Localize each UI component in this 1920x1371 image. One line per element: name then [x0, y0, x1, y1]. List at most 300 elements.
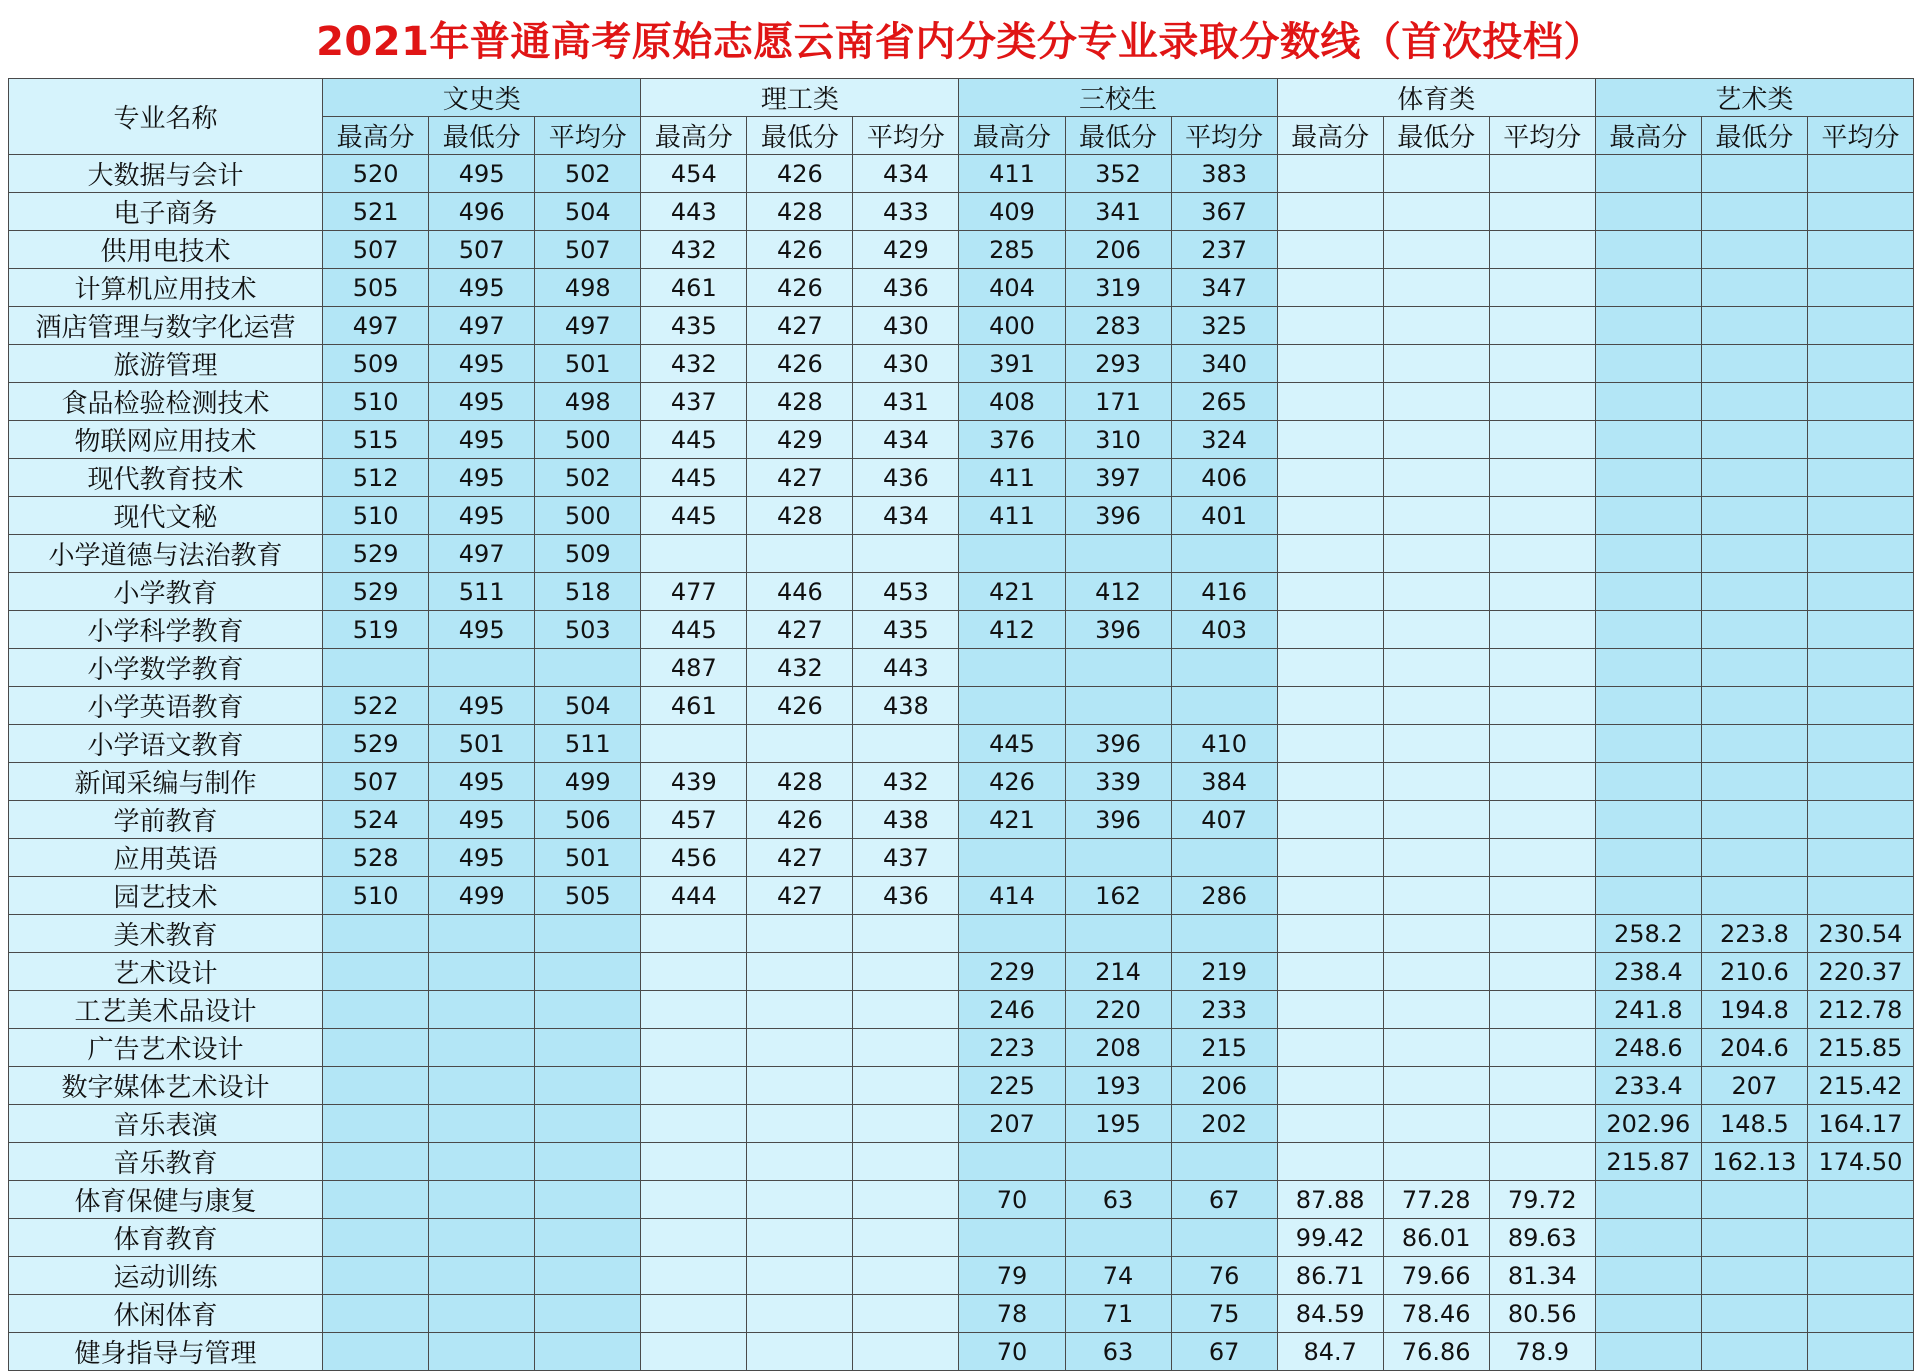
score-cell-tiyu-max [1277, 1029, 1383, 1067]
score-cell-ligong-avg: 437 [853, 839, 959, 877]
score-cell-wenshi-max [323, 1257, 429, 1295]
score-cell-sanxiaosheng-avg [1171, 1219, 1277, 1257]
table-row [9, 383, 1914, 421]
score-cell-ligong-avg: 434 [853, 497, 959, 535]
score-cell-sanxiaosheng-min [1065, 1143, 1171, 1181]
score-cell-yishu-avg [1807, 497, 1913, 535]
score-cell-sanxiaosheng-max: 445 [959, 725, 1065, 763]
score-cell-yishu-max: 202.96 [1595, 1105, 1701, 1143]
score-cell-ligong-avg [853, 991, 959, 1029]
score-cell-sanxiaosheng-max [959, 1219, 1065, 1257]
score-cell-tiyu-avg [1489, 991, 1595, 1029]
score-cell-wenshi-avg: 502 [535, 155, 641, 193]
score-cell-wenshi-min: 496 [429, 193, 535, 231]
score-cell-sanxiaosheng-min: 396 [1065, 725, 1171, 763]
score-cell-tiyu-min [1383, 307, 1489, 345]
score-cell-ligong-min [747, 1067, 853, 1105]
score-cell-sanxiaosheng-min: 220 [1065, 991, 1171, 1029]
header-yishu-max: 最高分 [1595, 117, 1701, 155]
score-cell-tiyu-max [1277, 839, 1383, 877]
header-wenshi-min: 最低分 [429, 117, 535, 155]
score-cell-tiyu-avg: 81.34 [1489, 1257, 1595, 1295]
score-cell-wenshi-min: 495 [429, 687, 535, 725]
score-cell-ligong-avg: 432 [853, 763, 959, 801]
score-cell-tiyu-max [1277, 611, 1383, 649]
score-cell-sanxiaosheng-min: 396 [1065, 497, 1171, 535]
major-name-cell: 数字媒体艺术设计 [9, 1067, 323, 1105]
score-cell-wenshi-min: 499 [429, 877, 535, 915]
score-cell-tiyu-min [1383, 1029, 1489, 1067]
score-cell-yishu-min [1701, 839, 1807, 877]
score-cell-sanxiaosheng-min: 352 [1065, 155, 1171, 193]
score-cell-wenshi-min: 495 [429, 839, 535, 877]
score-cell-ligong-max [641, 1257, 747, 1295]
score-cell-tiyu-avg [1489, 497, 1595, 535]
score-cell-ligong-max [641, 915, 747, 953]
score-cell-ligong-avg: 430 [853, 307, 959, 345]
score-cell-wenshi-min: 497 [429, 535, 535, 573]
score-cell-wenshi-avg: 504 [535, 193, 641, 231]
score-cell-tiyu-avg [1489, 1067, 1595, 1105]
header-sanxiaosheng-max: 最高分 [959, 117, 1065, 155]
header-ligong-max: 最高分 [641, 117, 747, 155]
score-cell-sanxiaosheng-max [959, 1143, 1065, 1181]
major-name-cell: 艺术设计 [9, 953, 323, 991]
major-name-cell: 美术教育 [9, 915, 323, 953]
score-cell-yishu-avg [1807, 687, 1913, 725]
score-cell-yishu-avg [1807, 763, 1913, 801]
score-cell-wenshi-avg [535, 1105, 641, 1143]
score-cell-sanxiaosheng-min: 396 [1065, 801, 1171, 839]
score-cell-wenshi-max: 520 [323, 155, 429, 193]
score-cell-yishu-avg [1807, 839, 1913, 877]
score-cell-tiyu-max [1277, 991, 1383, 1029]
table-row [9, 193, 1914, 231]
score-cell-wenshi-avg: 505 [535, 877, 641, 915]
header-yishu-avg: 平均分 [1807, 117, 1913, 155]
score-cell-wenshi-max [323, 1105, 429, 1143]
score-cell-ligong-avg: 429 [853, 231, 959, 269]
score-cell-yishu-max [1595, 421, 1701, 459]
score-cell-tiyu-min [1383, 687, 1489, 725]
score-cell-sanxiaosheng-max: 404 [959, 269, 1065, 307]
major-name-cell: 音乐表演 [9, 1105, 323, 1143]
table-row [9, 1181, 1914, 1219]
score-cell-sanxiaosheng-min [1065, 839, 1171, 877]
score-cell-wenshi-min [429, 1181, 535, 1219]
score-cell-yishu-avg [1807, 877, 1913, 915]
major-name-cell: 小学语文教育 [9, 725, 323, 763]
score-cell-yishu-min [1701, 459, 1807, 497]
score-cell-sanxiaosheng-max: 376 [959, 421, 1065, 459]
score-cell-wenshi-avg [535, 991, 641, 1029]
score-cell-sanxiaosheng-avg: 219 [1171, 953, 1277, 991]
score-cell-sanxiaosheng-min [1065, 649, 1171, 687]
score-cell-ligong-avg: 436 [853, 269, 959, 307]
header-sanxiaosheng-min: 最低分 [1065, 117, 1171, 155]
table-row [9, 839, 1914, 877]
score-cell-ligong-avg [853, 915, 959, 953]
score-cell-ligong-max [641, 1105, 747, 1143]
major-name-cell: 广告艺术设计 [9, 1029, 323, 1067]
score-cell-ligong-avg: 430 [853, 345, 959, 383]
score-cell-sanxiaosheng-avg [1171, 649, 1277, 687]
score-cell-wenshi-min: 495 [429, 763, 535, 801]
score-cell-yishu-max [1595, 1333, 1701, 1371]
score-cell-tiyu-avg [1489, 1143, 1595, 1181]
table-row [9, 991, 1914, 1029]
table-row [9, 269, 1914, 307]
score-cell-yishu-avg [1807, 611, 1913, 649]
table-row [9, 155, 1914, 193]
score-cell-wenshi-avg [535, 1029, 641, 1067]
score-cell-sanxiaosheng-min: 193 [1065, 1067, 1171, 1105]
score-cell-yishu-avg [1807, 155, 1913, 193]
score-cell-wenshi-min [429, 915, 535, 953]
score-cell-wenshi-max: 528 [323, 839, 429, 877]
score-cell-yishu-avg [1807, 269, 1913, 307]
score-cell-wenshi-max: 522 [323, 687, 429, 725]
table-row [9, 1105, 1914, 1143]
score-cell-ligong-max [641, 535, 747, 573]
score-cell-yishu-avg: 212.78 [1807, 991, 1913, 1029]
score-cell-yishu-min [1701, 1333, 1807, 1371]
score-cell-wenshi-min [429, 1143, 535, 1181]
score-cell-wenshi-max: 529 [323, 573, 429, 611]
score-cell-yishu-min [1701, 421, 1807, 459]
score-cell-yishu-max [1595, 269, 1701, 307]
score-cell-yishu-max [1595, 649, 1701, 687]
score-cell-ligong-avg: 434 [853, 421, 959, 459]
score-cell-sanxiaosheng-min: 195 [1065, 1105, 1171, 1143]
header-group-wenshi: 文史类 [323, 79, 641, 117]
score-cell-wenshi-avg: 503 [535, 611, 641, 649]
score-cell-ligong-avg [853, 1143, 959, 1181]
score-cell-sanxiaosheng-max: 246 [959, 991, 1065, 1029]
header-tiyu-avg: 平均分 [1489, 117, 1595, 155]
score-cell-ligong-min [747, 991, 853, 1029]
major-name-cell: 酒店管理与数字化运营 [9, 307, 323, 345]
score-cell-sanxiaosheng-min [1065, 535, 1171, 573]
major-name-cell: 体育教育 [9, 1219, 323, 1257]
score-cell-ligong-max: 432 [641, 345, 747, 383]
header-group-ligong: 理工类 [641, 79, 959, 117]
score-cell-ligong-min [747, 1333, 853, 1371]
score-cell-yishu-avg [1807, 1219, 1913, 1257]
score-cell-yishu-max [1595, 459, 1701, 497]
score-cell-tiyu-avg [1489, 231, 1595, 269]
score-cell-yishu-min [1701, 535, 1807, 573]
header-tiyu-min: 最低分 [1383, 117, 1489, 155]
score-cell-ligong-avg: 438 [853, 801, 959, 839]
score-cell-ligong-max: 454 [641, 155, 747, 193]
score-cell-wenshi-avg: 511 [535, 725, 641, 763]
score-cell-wenshi-max [323, 1333, 429, 1371]
score-cell-wenshi-avg [535, 1067, 641, 1105]
major-name-cell: 大数据与会计 [9, 155, 323, 193]
score-cell-yishu-max [1595, 383, 1701, 421]
score-cell-wenshi-max: 507 [323, 763, 429, 801]
score-cell-tiyu-avg [1489, 421, 1595, 459]
score-cell-wenshi-max: 509 [323, 345, 429, 383]
score-cell-tiyu-min [1383, 763, 1489, 801]
score-cell-tiyu-avg [1489, 1029, 1595, 1067]
score-cell-wenshi-min: 495 [429, 155, 535, 193]
score-cell-sanxiaosheng-min: 396 [1065, 611, 1171, 649]
table-row [9, 687, 1914, 725]
score-cell-ligong-max: 445 [641, 611, 747, 649]
score-cell-ligong-max: 456 [641, 839, 747, 877]
score-cell-yishu-max: 248.6 [1595, 1029, 1701, 1067]
score-cell-tiyu-min: 79.66 [1383, 1257, 1489, 1295]
score-cell-ligong-max: 445 [641, 459, 747, 497]
table-row [9, 725, 1914, 763]
major-name-cell: 物联网应用技术 [9, 421, 323, 459]
score-cell-tiyu-max [1277, 915, 1383, 953]
score-cell-wenshi-min [429, 1105, 535, 1143]
score-cell-sanxiaosheng-max: 408 [959, 383, 1065, 421]
score-cell-wenshi-min: 495 [429, 611, 535, 649]
score-cell-ligong-min [747, 1295, 853, 1333]
score-cell-sanxiaosheng-avg: 233 [1171, 991, 1277, 1029]
score-cell-sanxiaosheng-max: 223 [959, 1029, 1065, 1067]
score-cell-yishu-avg [1807, 231, 1913, 269]
score-cell-ligong-max: 461 [641, 687, 747, 725]
score-cell-tiyu-min [1383, 915, 1489, 953]
score-cell-wenshi-min: 495 [429, 269, 535, 307]
score-cell-ligong-avg: 443 [853, 649, 959, 687]
score-cell-wenshi-min [429, 1257, 535, 1295]
score-cell-ligong-max [641, 1029, 747, 1067]
score-cell-wenshi-min [429, 649, 535, 687]
score-cell-yishu-avg [1807, 573, 1913, 611]
score-cell-wenshi-avg [535, 1257, 641, 1295]
major-name-cell: 食品检验检测技术 [9, 383, 323, 421]
score-cell-tiyu-min [1383, 611, 1489, 649]
score-cell-tiyu-min: 78.46 [1383, 1295, 1489, 1333]
score-cell-wenshi-avg [535, 915, 641, 953]
score-cell-wenshi-max: 524 [323, 801, 429, 839]
score-cell-sanxiaosheng-min: 63 [1065, 1181, 1171, 1219]
score-cell-sanxiaosheng-avg: 367 [1171, 193, 1277, 231]
score-cell-tiyu-max [1277, 649, 1383, 687]
score-cell-yishu-min [1701, 687, 1807, 725]
score-cell-sanxiaosheng-avg: 347 [1171, 269, 1277, 307]
score-cell-wenshi-avg [535, 1219, 641, 1257]
score-cell-wenshi-avg: 501 [535, 345, 641, 383]
admission-score-table [8, 78, 1914, 1371]
score-cell-wenshi-avg: 498 [535, 269, 641, 307]
score-cell-yishu-max [1595, 1295, 1701, 1333]
score-cell-yishu-avg [1807, 459, 1913, 497]
score-cell-ligong-min: 446 [747, 573, 853, 611]
score-cell-sanxiaosheng-avg: 237 [1171, 231, 1277, 269]
score-cell-ligong-min [747, 535, 853, 573]
score-cell-wenshi-min: 501 [429, 725, 535, 763]
score-cell-tiyu-avg: 78.9 [1489, 1333, 1595, 1371]
score-cell-yishu-avg [1807, 383, 1913, 421]
score-cell-sanxiaosheng-avg: 401 [1171, 497, 1277, 535]
score-cell-yishu-max [1595, 611, 1701, 649]
table-row [9, 1295, 1914, 1333]
score-cell-yishu-avg: 164.17 [1807, 1105, 1913, 1143]
score-cell-ligong-max: 437 [641, 383, 747, 421]
header-tiyu-max: 最高分 [1277, 117, 1383, 155]
score-cell-sanxiaosheng-min: 397 [1065, 459, 1171, 497]
major-name-cell: 供用电技术 [9, 231, 323, 269]
major-name-cell: 小学英语教育 [9, 687, 323, 725]
table-row [9, 231, 1914, 269]
major-name-cell: 电子商务 [9, 193, 323, 231]
score-cell-sanxiaosheng-avg: 265 [1171, 383, 1277, 421]
score-cell-ligong-min: 426 [747, 345, 853, 383]
score-cell-ligong-avg: 453 [853, 573, 959, 611]
score-cell-sanxiaosheng-max: 70 [959, 1181, 1065, 1219]
score-cell-ligong-avg [853, 1219, 959, 1257]
score-cell-tiyu-max [1277, 1105, 1383, 1143]
header-group-sanxiaosheng: 三校生 [959, 79, 1277, 117]
major-name-cell: 园艺技术 [9, 877, 323, 915]
score-cell-sanxiaosheng-avg [1171, 1143, 1277, 1181]
score-cell-wenshi-avg: 506 [535, 801, 641, 839]
score-cell-tiyu-avg [1489, 953, 1595, 991]
score-cell-yishu-min: 148.5 [1701, 1105, 1807, 1143]
score-cell-yishu-avg [1807, 725, 1913, 763]
score-cell-ligong-min: 426 [747, 687, 853, 725]
score-cell-sanxiaosheng-max [959, 915, 1065, 953]
score-cell-wenshi-avg: 500 [535, 497, 641, 535]
score-cell-ligong-min [747, 1105, 853, 1143]
score-cell-yishu-avg [1807, 535, 1913, 573]
major-name-cell: 现代文秘 [9, 497, 323, 535]
score-cell-sanxiaosheng-avg: 75 [1171, 1295, 1277, 1333]
score-cell-tiyu-min [1383, 231, 1489, 269]
score-cell-tiyu-min [1383, 725, 1489, 763]
table-row [9, 915, 1914, 953]
header-row-groups [9, 79, 1914, 117]
score-cell-tiyu-max [1277, 269, 1383, 307]
score-cell-yishu-max [1595, 535, 1701, 573]
score-cell-wenshi-min [429, 1029, 535, 1067]
score-cell-wenshi-max [323, 649, 429, 687]
score-cell-ligong-min: 426 [747, 269, 853, 307]
score-cell-tiyu-max: 84.59 [1277, 1295, 1383, 1333]
score-cell-tiyu-min [1383, 497, 1489, 535]
score-cell-yishu-min: 194.8 [1701, 991, 1807, 1029]
table-row [9, 1143, 1914, 1181]
score-cell-ligong-max: 457 [641, 801, 747, 839]
score-cell-tiyu-min [1383, 1067, 1489, 1105]
score-cell-ligong-max [641, 953, 747, 991]
score-cell-sanxiaosheng-avg: 407 [1171, 801, 1277, 839]
score-cell-tiyu-max [1277, 953, 1383, 991]
score-cell-wenshi-min: 495 [429, 383, 535, 421]
table-row [9, 421, 1914, 459]
score-cell-wenshi-min: 511 [429, 573, 535, 611]
score-cell-wenshi-avg: 501 [535, 839, 641, 877]
score-cell-sanxiaosheng-max: 411 [959, 459, 1065, 497]
score-cell-ligong-min: 427 [747, 459, 853, 497]
table-row [9, 649, 1914, 687]
score-cell-ligong-min [747, 1181, 853, 1219]
score-cell-wenshi-avg [535, 1333, 641, 1371]
score-cell-sanxiaosheng-avg: 340 [1171, 345, 1277, 383]
score-cell-wenshi-min: 495 [429, 801, 535, 839]
score-cell-yishu-max [1595, 307, 1701, 345]
score-cell-tiyu-max [1277, 1143, 1383, 1181]
score-cell-ligong-min: 428 [747, 497, 853, 535]
score-cell-ligong-avg: 431 [853, 383, 959, 421]
score-cell-yishu-min: 207 [1701, 1067, 1807, 1105]
score-cell-wenshi-avg [535, 1295, 641, 1333]
table-row [9, 345, 1914, 383]
score-cell-tiyu-max [1277, 383, 1383, 421]
score-cell-yishu-min [1701, 725, 1807, 763]
score-cell-yishu-max [1595, 1219, 1701, 1257]
score-cell-wenshi-min [429, 1295, 535, 1333]
major-name-cell: 计算机应用技术 [9, 269, 323, 307]
score-cell-sanxiaosheng-avg: 76 [1171, 1257, 1277, 1295]
score-cell-tiyu-min [1383, 1105, 1489, 1143]
score-cell-yishu-min: 210.6 [1701, 953, 1807, 991]
score-cell-yishu-max [1595, 839, 1701, 877]
score-cell-sanxiaosheng-min: 171 [1065, 383, 1171, 421]
score-cell-sanxiaosheng-min: 214 [1065, 953, 1171, 991]
score-cell-wenshi-max: 529 [323, 535, 429, 573]
score-cell-ligong-min: 428 [747, 763, 853, 801]
major-name-cell: 现代教育技术 [9, 459, 323, 497]
page-title: 2021年普通高考原始志愿云南省内分类分专业录取分数线（首次投档） [316, 19, 1604, 65]
score-cell-tiyu-avg [1489, 345, 1595, 383]
score-cell-ligong-max: 439 [641, 763, 747, 801]
score-cell-yishu-min [1701, 345, 1807, 383]
score-cell-tiyu-min [1383, 649, 1489, 687]
score-cell-wenshi-avg: 504 [535, 687, 641, 725]
score-cell-yishu-avg [1807, 193, 1913, 231]
score-cell-wenshi-min: 495 [429, 497, 535, 535]
score-cell-ligong-min [747, 1257, 853, 1295]
score-cell-ligong-min [747, 1029, 853, 1067]
score-cell-tiyu-max [1277, 345, 1383, 383]
score-cell-sanxiaosheng-avg: 324 [1171, 421, 1277, 459]
score-cell-yishu-max [1595, 155, 1701, 193]
score-cell-sanxiaosheng-max [959, 839, 1065, 877]
header-sanxiaosheng-avg: 平均分 [1171, 117, 1277, 155]
score-cell-yishu-avg: 215.85 [1807, 1029, 1913, 1067]
score-cell-tiyu-max: 87.88 [1277, 1181, 1383, 1219]
score-cell-sanxiaosheng-max: 412 [959, 611, 1065, 649]
major-name-cell: 休闲体育 [9, 1295, 323, 1333]
score-cell-yishu-max [1595, 725, 1701, 763]
score-cell-sanxiaosheng-avg: 286 [1171, 877, 1277, 915]
score-cell-tiyu-max [1277, 231, 1383, 269]
score-cell-wenshi-max: 510 [323, 497, 429, 535]
score-cell-tiyu-avg [1489, 725, 1595, 763]
score-cell-wenshi-max: 510 [323, 383, 429, 421]
score-cell-yishu-min [1701, 307, 1807, 345]
score-cell-tiyu-max: 84.7 [1277, 1333, 1383, 1371]
score-cell-ligong-max: 444 [641, 877, 747, 915]
score-cell-tiyu-min [1383, 839, 1489, 877]
score-cell-sanxiaosheng-avg: 67 [1171, 1181, 1277, 1219]
score-cell-tiyu-min [1383, 1143, 1489, 1181]
score-cell-tiyu-min [1383, 953, 1489, 991]
score-cell-ligong-max [641, 1067, 747, 1105]
score-cell-yishu-max: 258.2 [1595, 915, 1701, 953]
score-cell-ligong-avg: 436 [853, 877, 959, 915]
score-cell-tiyu-avg [1489, 155, 1595, 193]
score-cell-wenshi-min [429, 1333, 535, 1371]
